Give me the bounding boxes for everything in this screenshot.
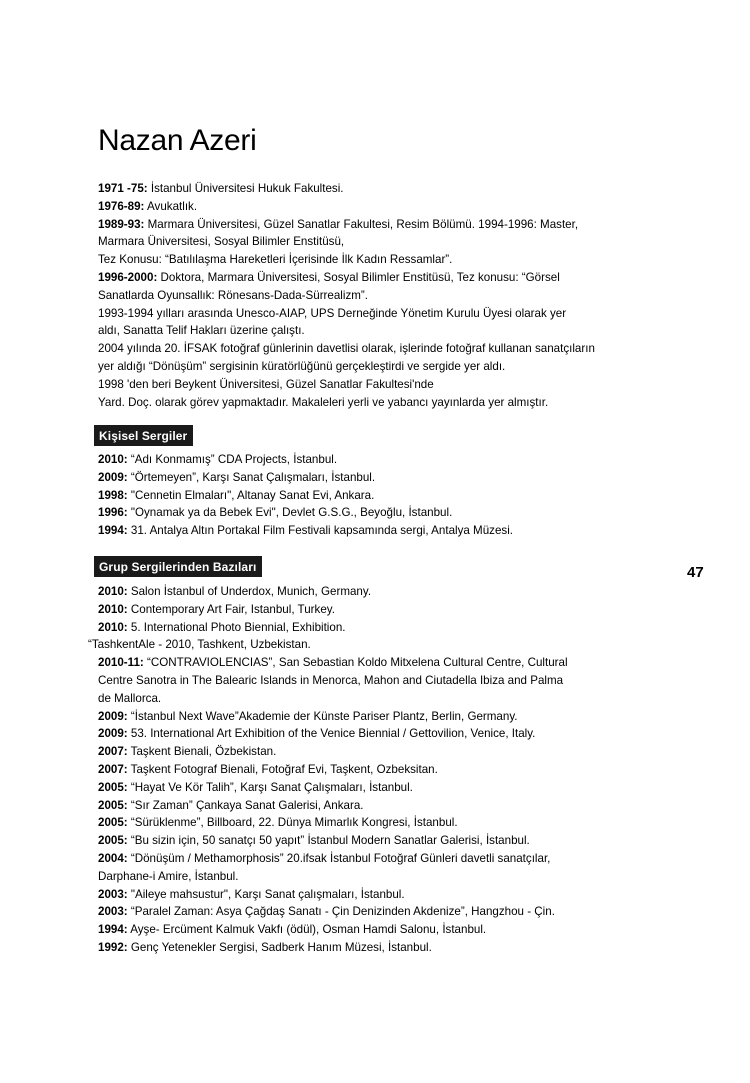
entry-text: Marmara Üniversitesi, Sosyal Bilimler Enstitüsü, [98,235,345,249]
solo-line [98,522,678,540]
bio-line [98,287,678,305]
bio-line [98,251,678,269]
group-line [98,868,678,886]
group-line [98,832,678,850]
entry-text: 5. International Photo Biennial, Exhibition. [127,620,346,634]
entry-text: “Paralel Zaman: Asya Çağdaş Sanatı - Çin Denizinden Akdenize”, Hangzhou - Çin. [127,905,555,919]
bio-line [98,376,678,394]
entry-text: Contemporary Art Fair, Istanbul, Turkey. [127,602,335,616]
solo-line [98,504,678,522]
entry-text: “Örtemeyen”, Karşı Sanat Çalışmaları, İstanbul. [127,470,376,484]
year-label: 2005: [98,798,128,812]
year-label: 2010: [98,620,128,634]
group-exhibitions-list [88,583,678,957]
group-line [98,797,678,815]
bio-line [98,322,678,340]
group-line [98,654,678,672]
entry-text: “Sürüklenme”, Billboard, 22. Dünya Mimarlık Kongresi, İstanbul. [127,816,458,830]
entry-text: İstanbul Üniversitesi Hukuk Fakultesi. [147,182,344,195]
year-label: 1992: [98,940,128,954]
entry-text: Marmara Üniversitesi, Güzel Sanatlar Fakultesi, Resim Bölümü. 1994-1996: Master, [144,217,579,231]
bio-line [98,305,678,323]
entry-text: 1998 'den beri Beykent Üniversitesi, Güzel Sanatlar Fakultesi'nde [98,377,434,391]
entry-text: Tez Konusu: “Batılılaşma Hareketleri İçerisinde İlk Kadın Ressamlar”. [98,253,453,267]
entry-text: Taşkent Bienali, Özbekistan. [127,745,277,759]
section-heading-group: Grup Sergilerinden Bazıları [94,556,262,577]
entry-text: Genç Yetenekler Sergisi, Sadberk Hanım Müzesi, İstanbul. [127,940,432,954]
solo-line [98,487,678,505]
entry-text: Doktora, Marmara Üniversitesi, Sosyal Bilimler Enstitüsü, Tez konusu: “Görsel [157,270,560,284]
group-line [98,886,678,904]
bio-line [98,394,678,412]
group-line [98,601,678,619]
entry-text: “Adı Konmamış” CDA Projects, İstanbul. [127,453,338,466]
section-heading-solo: Kişisel Sergiler [94,425,193,446]
entry-text: Sanatlarda Oyunsallık: Rönesans-Dada-Sürrealizm”. [98,288,368,302]
entry-text: Ayşe- Ercüment Kalmuk Vakfı (ödül), Osman Hamdi Salonu, İstanbul. [127,923,487,937]
entry-text: Darphane-i Amire, İstanbul. [98,869,239,883]
entry-text: “CONTRAVIOLENCIAS”, San Sebastian Koldo Mitxelena Cultural Centre, Cultural [143,656,568,670]
year-label: 2007: [98,762,128,776]
bio-line [98,216,678,234]
entry-text: "Cennetin Elmaları", Altanay Sanat Evi, Ankara. [127,488,375,502]
bio-line [98,233,678,251]
entry-text: Salon İstanbul of Underdox, Munich, Germany. [127,585,372,598]
entry-text: "Oynamak ya da Bebek Evi", Devlet G.S.G., Beyoğlu, İstanbul. [127,506,453,520]
year-label: 1976-89: [98,199,145,213]
year-label: 2005: [98,816,128,830]
year-label: 2009: [98,709,128,723]
year-label: 2005: [98,780,128,794]
entry-text: aldı, Sanatta Telif Hakları üzerine çalıştı. [98,324,305,338]
group-line [98,619,678,637]
bio-line [98,198,678,216]
year-label: 2010: [98,602,128,616]
year-label: 2003: [98,905,128,919]
year-label: 2005: [98,834,128,848]
year-label: 1996: [98,506,128,520]
year-label: 2010: [98,585,128,598]
bio-line [98,340,678,358]
entry-text: “İstanbul Next Wave”Akademie der Künste Pariser Plantz, Berlin, Germany. [127,709,518,723]
year-label: 1971 -75: [98,182,148,195]
year-label: 1994: [98,923,128,937]
entry-text: “TashkentAle - 2010, Tashkent, Uzbekistan. [88,638,311,652]
group-line [98,779,678,797]
group-line [98,743,678,761]
year-label: 2009: [98,470,128,484]
entry-text: “Sır Zaman” Çankaya Sanat Galerisi, Ankara. [127,798,364,812]
bio-line [98,269,678,287]
group-line [98,850,678,868]
bio-line [98,180,678,198]
entry-text: “Hayat Ve Kör Talih”, Karşı Sanat Çalışmaları, İstanbul. [127,780,413,794]
entry-text: 31. Antalya Altın Portakal Film Festivali kapsamında sergi, Antalya Müzesi. [127,524,514,538]
group-line [88,636,678,654]
group-line [98,921,678,939]
group-line [98,761,678,779]
entry-text: Avukatlık. [144,199,198,213]
entry-text: Taşkent Fotograf Bienali, Fotoğraf Evi, Taşkent, Ozbeksitan. [127,762,438,776]
year-label: 2007: [98,745,128,759]
group-line [98,690,678,708]
bio-line [98,358,678,376]
entry-text: 1993-1994 yılları arasında Unesco-AIAP, UPS Derneğinde Yönetim Kurulu Üyesi olarak yer [98,306,567,320]
group-line [98,725,678,743]
group-line [98,903,678,921]
entry-text: Centre Sanotra in The Balearic Islands in Menorca, Mahon and Ciutadella Ibiza and Palma [98,673,564,687]
entry-text: “Bu sizin için, 50 sanatçı 50 yapıt” İstanbul Modern Sanatlar Galerisi, İstanbul. [127,834,530,848]
entry-text: de Mallorca. [98,691,162,705]
entry-text: “Dönüşüm / Methamorphosis” 20.ifsak İstanbul Fotoğraf Günleri davetli sanatçılar, [127,851,551,865]
entry-text: Yard. Doç. olarak görev yapmaktadır. Makaleleri yerli ve yabancı yayınlarda yer almıştır. [98,395,549,409]
solo-line [98,469,678,487]
solo-line [98,451,678,469]
page-number: 47 [687,564,704,581]
year-label: 2010: [98,453,128,466]
year-label: 1996-2000: [98,270,158,284]
year-label: 1994: [98,524,128,538]
entry-text: "Aileye mahsustur", Karşı Sanat çalışmaları, İstanbul. [127,887,405,901]
year-label: 2010-11: [98,656,144,670]
entry-text: 53. International Art Exhibition of the Venice Biennial / Gettovilion, Venice, Italy. [127,727,536,741]
group-line [98,708,678,726]
year-label: 1989-93: [98,217,145,231]
year-label: 2003: [98,887,128,901]
artist-name: Nazan Azeri [98,124,257,157]
year-label: 1998: [98,488,128,502]
solo-exhibitions-list [98,451,678,540]
entry-text: yer aldığı “Dönüşüm” sergisinin küratörlüğünü gerçekleştirdi ve sergide yer aldı. [98,359,506,373]
group-line [98,583,678,601]
group-line [98,814,678,832]
entry-text: 2004 yılında 20. İFSAK fotoğraf günlerinin davetlisi olarak, işlerinde fotoğraf kullanan sanatçıların [98,342,595,356]
group-line [98,672,678,690]
group-line [98,939,678,957]
biography [98,180,678,411]
year-label: 2009: [98,727,128,741]
year-label: 2004: [98,851,128,865]
